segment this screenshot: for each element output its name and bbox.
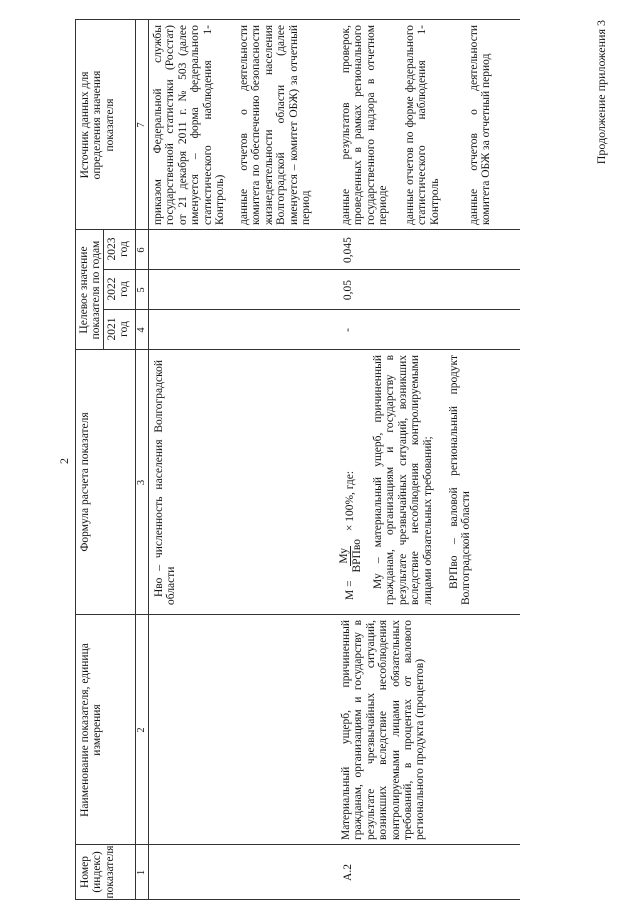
numbers-row-bottom-border bbox=[148, 20, 149, 900]
table-top-border bbox=[75, 20, 76, 900]
row-a2-index: А.2 bbox=[342, 864, 354, 881]
header-year-2022 bbox=[106, 275, 131, 303]
row-a2-value-2022: 0,05 bbox=[342, 279, 354, 301]
page-number: 2 bbox=[57, 458, 71, 464]
row-a2-name: Материальный ущерб, причиненный гражданам, организациям и государству в результате чрезвычайных ситуаций, возникших вследствие несоблюдения контролируемыми лицами обязательных требований, в процентах от валового регионального продукта (процентов) bbox=[340, 620, 427, 840]
header-year-2022-text: 2022 год bbox=[106, 277, 131, 301]
row-a2-definition-2: ВРПво – валовой региональный продукт Волгоградской области bbox=[448, 355, 473, 605]
header-year-2023 bbox=[106, 235, 131, 263]
prev-source-2: данные отчетов о деятельности комитета по обеспечению безопасности жизнедеятельности населения Волгоградской области (далее именуется – комитет ОБЖ) за отчетный период bbox=[238, 25, 313, 225]
header-name-text: Наименование показателя, единица измерения bbox=[79, 643, 104, 817]
header-index bbox=[79, 845, 116, 899]
prev-source-1: приказом Федеральной службы государственной статистики (Росстат) от 21 декабря 2011 г. № 503 (далее именуется – форма федерального статистического наблюдения 1-Контроль) bbox=[152, 25, 227, 225]
header-year-2021-text: 2021 год bbox=[106, 317, 131, 341]
header-name bbox=[79, 635, 104, 825]
header-year-2023-text: 2023 год bbox=[106, 237, 131, 261]
target-subheader-border bbox=[103, 230, 104, 350]
row-a2-source-1: данные результатов проверок, проведенных в рамках регионального государственного надзора в отчетном периоде bbox=[340, 25, 390, 225]
column-number-4: 4 bbox=[136, 327, 147, 333]
prev-formula-note: Нво – численность населения Волгоградской области bbox=[153, 360, 178, 605]
row-a2-source-3: данные отчетов о деятельности комитета ОБЖ за отчетный период bbox=[468, 25, 493, 225]
header-formula bbox=[79, 350, 91, 614]
header-index-text: Номер (индекс) показателя bbox=[79, 845, 116, 899]
header-source-text: Источник данных для определения значения показателя bbox=[79, 70, 116, 180]
column-number-1: 1 bbox=[136, 869, 147, 876]
column-number-5: 5 bbox=[136, 287, 147, 293]
col-border-5 bbox=[103, 269, 520, 270]
col-border-4 bbox=[103, 309, 520, 310]
header-year-2021 bbox=[106, 315, 131, 343]
column-number-6: 6 bbox=[136, 247, 147, 253]
column-number-7: 7 bbox=[136, 122, 147, 128]
row-a2-value-2023: 0,045 bbox=[342, 237, 354, 263]
formula-numerator: Му bbox=[338, 547, 350, 564]
header-source bbox=[79, 57, 116, 193]
header-target-text: Целевое значение показателя по годам bbox=[78, 240, 103, 340]
row-a2-value-2021: - bbox=[342, 328, 354, 332]
row-a2-formula bbox=[338, 355, 363, 600]
column-number-2: 2 bbox=[136, 727, 147, 733]
formula-tail: × 100%, где: bbox=[344, 470, 357, 532]
row-a2-definition-1: Му – материальный ущерб, причиненный гражданам, организациям и государству в результате чрезвычайных ситуаций, возникших вследствие несоблюдения контролируемыми лицами обязательных требований; bbox=[372, 355, 434, 605]
row-a2-source-2: данные отчетов по форме федерального статистического наблюдения 1-Контроль bbox=[404, 25, 441, 225]
header-formula-text: Формула расчета показателя bbox=[79, 412, 91, 552]
header-target bbox=[78, 235, 103, 345]
continuation-label: Продолжение приложения 3 bbox=[594, 20, 608, 165]
formula-fraction bbox=[338, 537, 363, 574]
formula-lhs: М = bbox=[344, 580, 357, 600]
formula-denominator: ВРПво bbox=[351, 539, 363, 573]
column-number-3: 3 bbox=[136, 479, 147, 486]
